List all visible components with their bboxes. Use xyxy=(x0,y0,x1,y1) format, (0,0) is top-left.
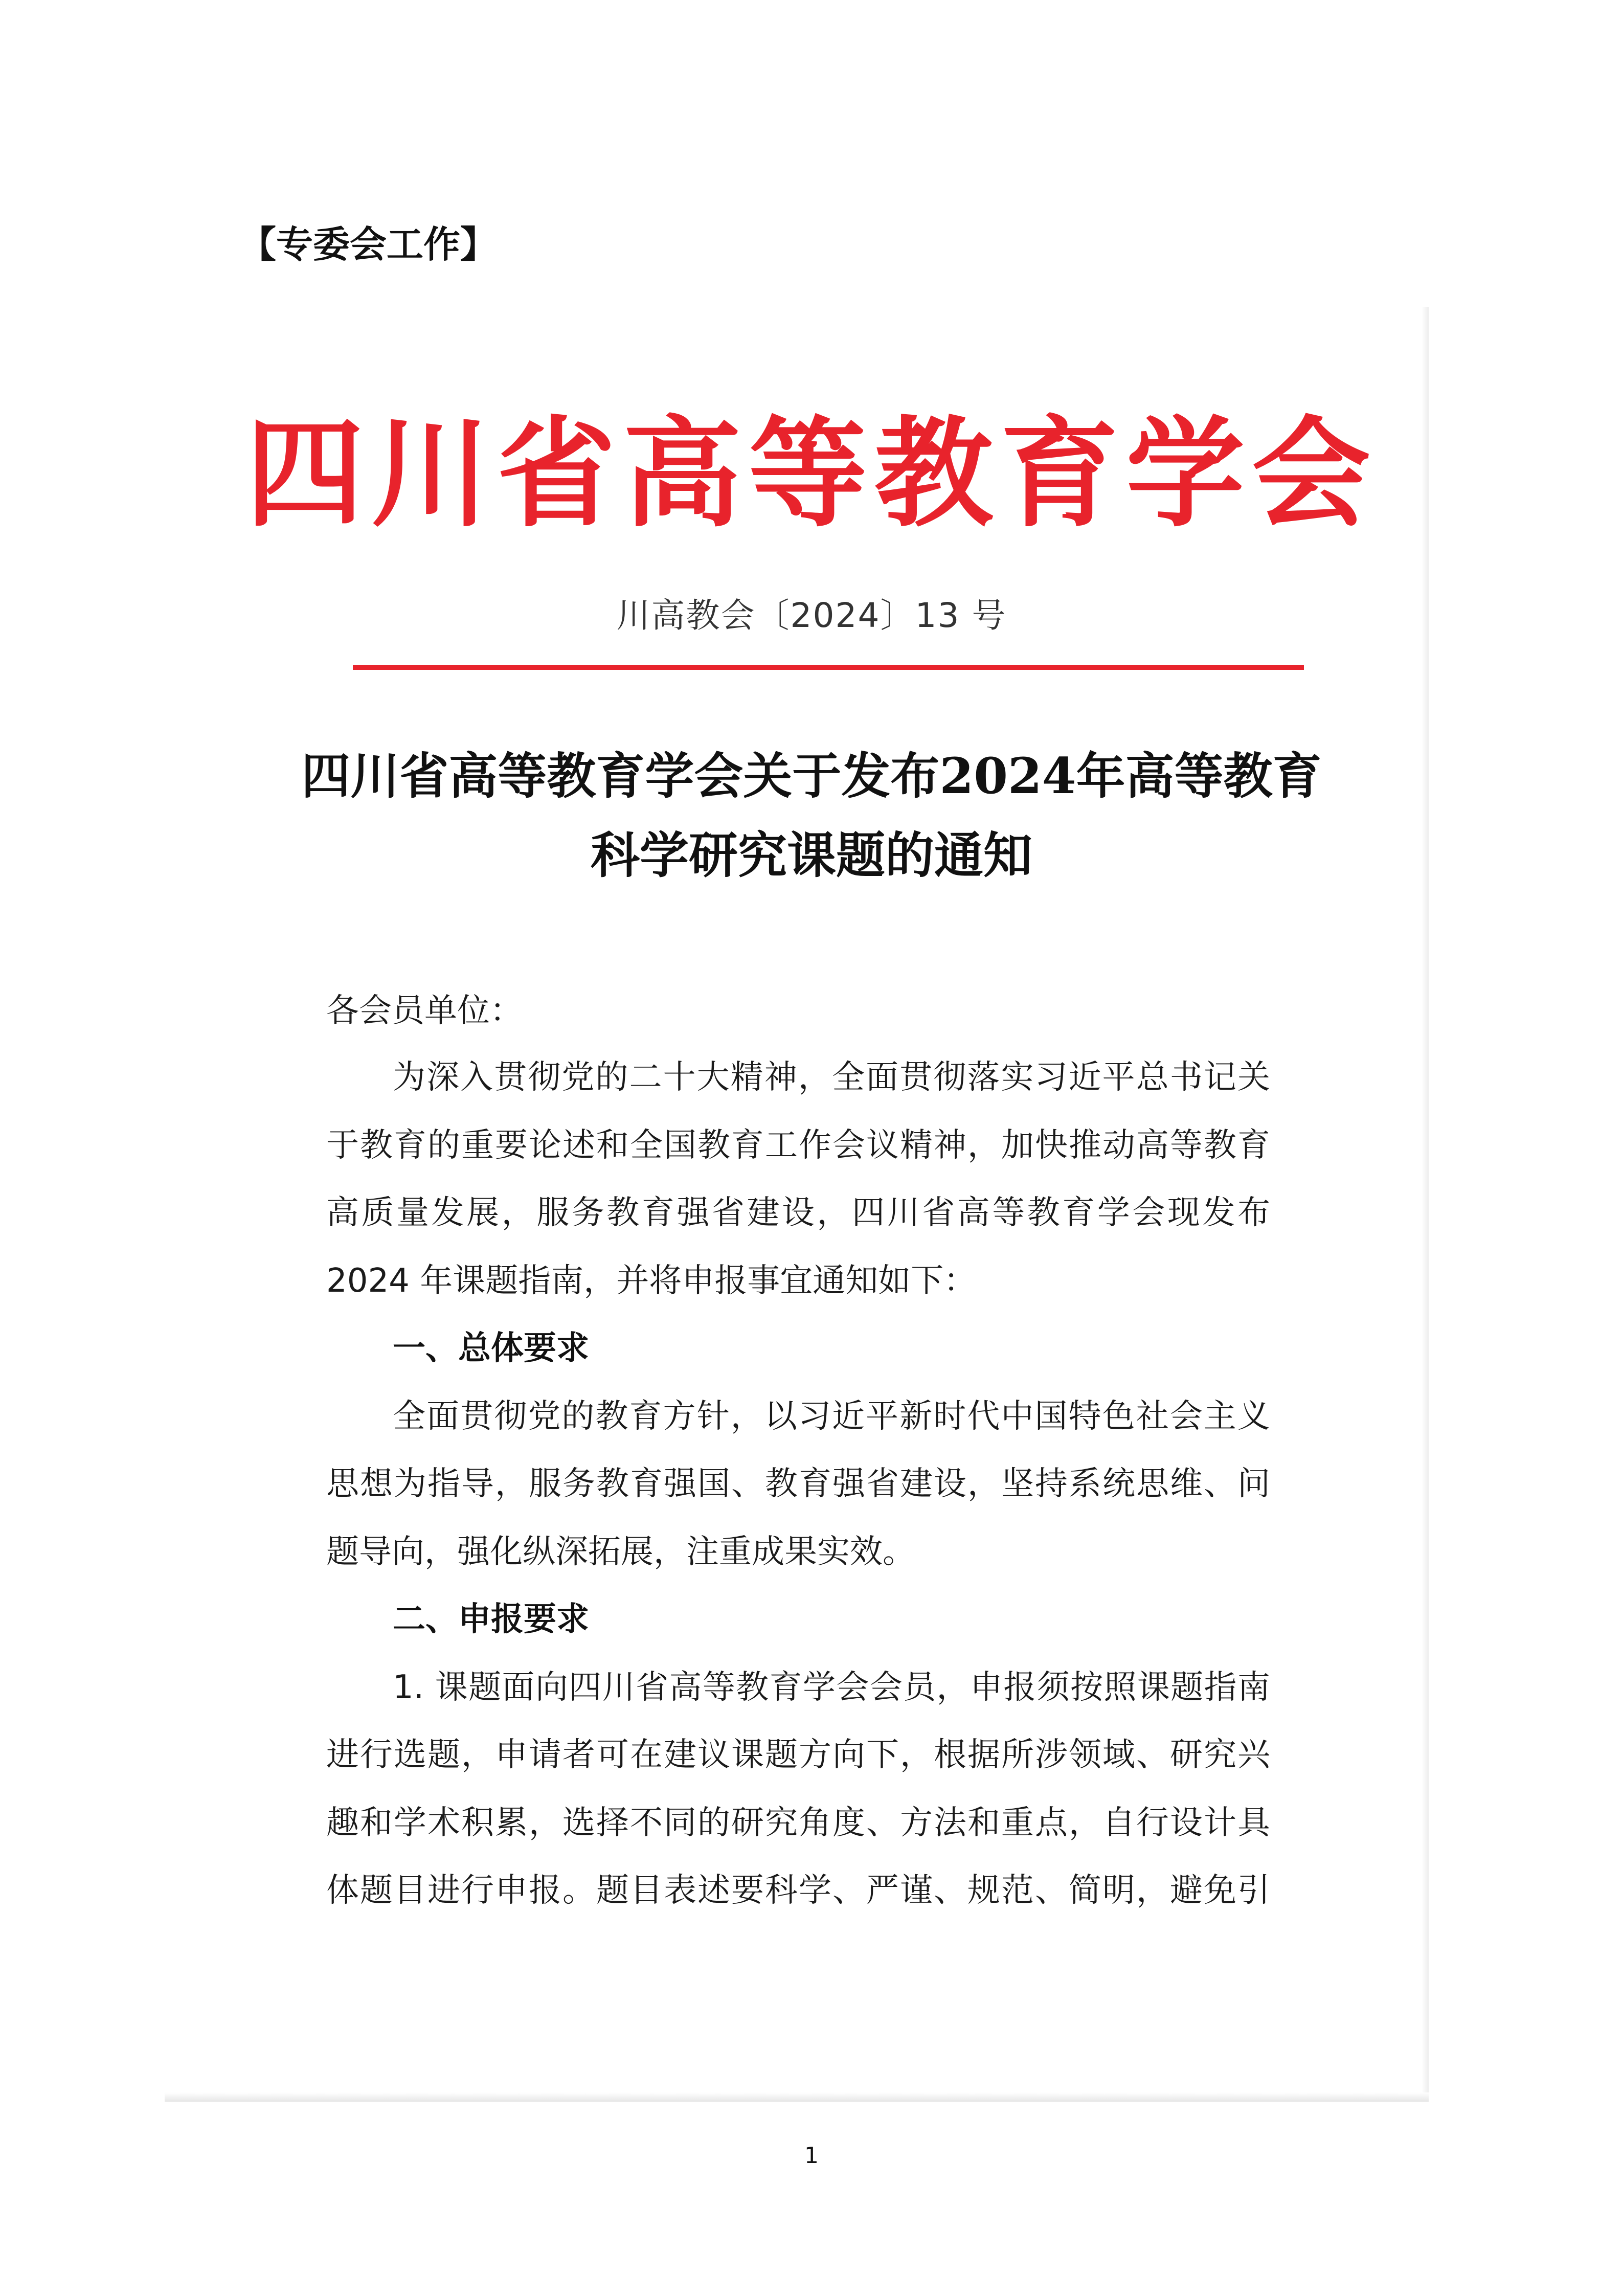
section-paragraph-line: 题导向，强化纵深拓展，注重成果实效。 xyxy=(326,1533,915,1571)
salutation: 各会员单位： xyxy=(326,992,523,1030)
intro-line: 于教育的重要论述和全国教育工作会议精神，加快推动高等教育 xyxy=(326,1127,1270,1164)
section-heading: 【专委会工作】 xyxy=(239,223,498,266)
section-paragraph-line: 体题目进行申报。题目表述要科学、严谨、规范、简明，避免引 xyxy=(326,1872,1270,1909)
section-paragraph-line: 思想为指导，服务教育强国、教育强省建设，坚持系统思维、问 xyxy=(326,1465,1270,1503)
section-paragraph-line: 1. 课题面向四川省高等教育学会会员，申报须按照课题指南 xyxy=(393,1669,1270,1706)
scan-page-right-edge xyxy=(1422,307,1429,2102)
document-title-line-1: 四川省高等教育学会关于发布2024年高等教育 xyxy=(301,747,1322,805)
section-paragraph-line: 趣和学术积累，选择不同的研究角度、方法和重点，自行设计具 xyxy=(326,1804,1270,1842)
section-paragraph-line: 进行选题，申请者可在建议课题方向下，根据所涉领域、研究兴 xyxy=(326,1736,1270,1774)
section-heading-application-requirements: 二、申报要求 xyxy=(393,1601,589,1638)
intro-line: 高质量发展，服务教育强省建设，四川省高等教育学会现发布 xyxy=(326,1194,1270,1232)
section-paragraph-line: 全面贯彻党的教育方针，以习近平新时代中国特色社会主义 xyxy=(393,1398,1270,1435)
masthead-org-name: 四川省高等教育学会 xyxy=(245,403,1378,543)
intro-line: 2024 年课题指南，并将申报事宜通知如下： xyxy=(326,1262,977,1300)
page-number: 1 xyxy=(804,2143,819,2169)
intro-line: 为深入贯彻党的二十大精神，全面贯彻落实习近平总书记关 xyxy=(393,1059,1270,1096)
document-number: 川高教会〔2024〕13 号 xyxy=(616,596,1007,635)
masthead-red-rule xyxy=(353,665,1304,670)
section-heading-general-requirements: 一、总体要求 xyxy=(393,1330,589,1367)
document-title-line-2: 科学研究课题的通知 xyxy=(591,826,1032,884)
scan-page-bottom-edge xyxy=(165,2092,1429,2102)
